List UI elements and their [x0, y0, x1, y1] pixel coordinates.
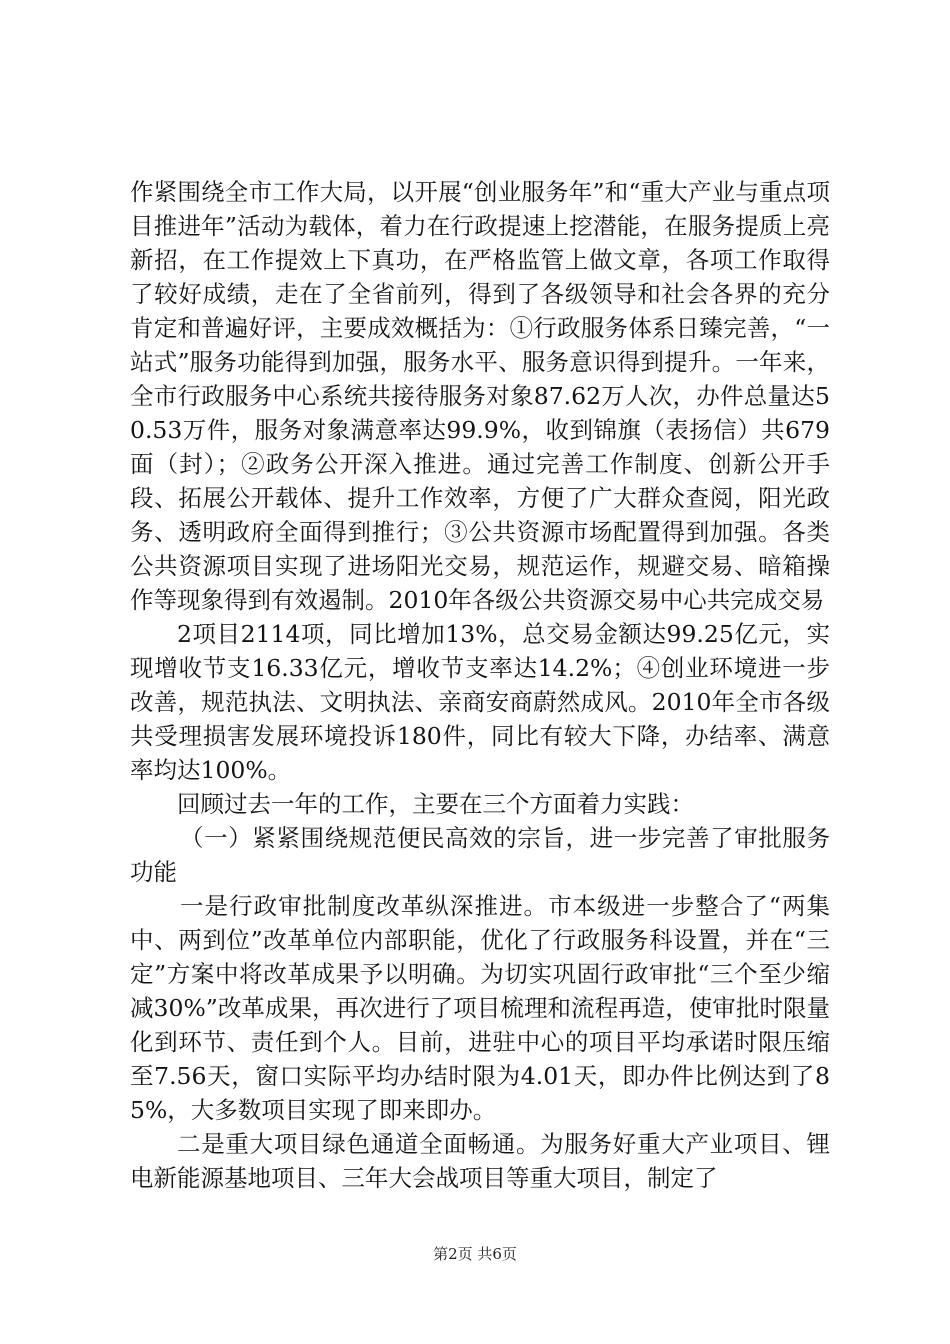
- page-number-footer: 第2页 共6页: [433, 1245, 517, 1263]
- paragraph-achievements: 作紧围绕全市工作大局，以开展“创业服务年”和“重大产业与重点项目推进年”活动为载体，着力在行政提速上挖潜能，在服务提质上亮新招，在工作提效上下真功，在严格监管上做文章，各项工作取得了较好成绩，走在了全省前列，得到了各级领导和社会各界的充分肯定和普遍好评，主要成效概括为：①行政服务体系日臻完善，“一站式”服务功能得到加强，服务水平、服务意识得到提升。一年来，全市行政服务中心系统共接待服务对象87.62万人次，办件总量达50.53万件，服务对象满意率达99.9%，收到锦旗（表扬信）共679面（封）；②政务公开深入推进。通过完善工作制度、创新公开手段、拓展公开载体、提升工作效率，方便了广大群众查阅，阳光政务、透明政府全面得到推行；③公共资源市场配置得到加强。各类公共资源项目实现了进场阳光交易，规范运作，规避交易、暗箱操作等现象得到有效遏制。2010年各级公共资源交易中心共完成交易: [130, 178, 830, 614]
- document-body: [130, 175, 830, 1195]
- paragraph-transaction-results: 2项目2114项，同比增加13%，总交易金额达99.25亿元，实现增收节支16.33亿元，增收节支率达14.2%；④创业环境进一步改善，规范执法、文明执法、亲商安商蔚然成风。2010年全市各级共受理损害发展环境投诉180件，同比有较大下降，办结率、满意率均达100%。: [130, 620, 830, 784]
- section-heading-1: （一）紧紧围绕规范便民高效的宗旨，进一步完善了审批服务功能: [130, 824, 830, 886]
- paragraph-green-channel: 二是重大项目绿色通道全面畅通。为服务好重大产业项目、锂电新能源基地项目、三年大会战项目等重大项目，制定了: [130, 1130, 830, 1192]
- paragraph-approval-reform: 一是行政审批制度改革纵深推进。市本级进一步整合了“两集中、两到位”改革单位内部职能，优化了行政服务科设置，并在“三定”方案中将改革成果予以明确。为切实巩固行政审批“三个至少缩减30%”改革成果，再次进行了项目梳理和流程再造，使审批时限量化到环节、责任到个人。目前，进驻中心的项目平均承诺时限压缩至7.56天，窗口实际平均办结时限为4.01天，即办件比例达到了85%，大多数项目实现了即来即办。: [130, 892, 830, 1124]
- paragraph-review: 回顾过去一年的工作，主要在三个方面着力实践：: [177, 790, 694, 818]
